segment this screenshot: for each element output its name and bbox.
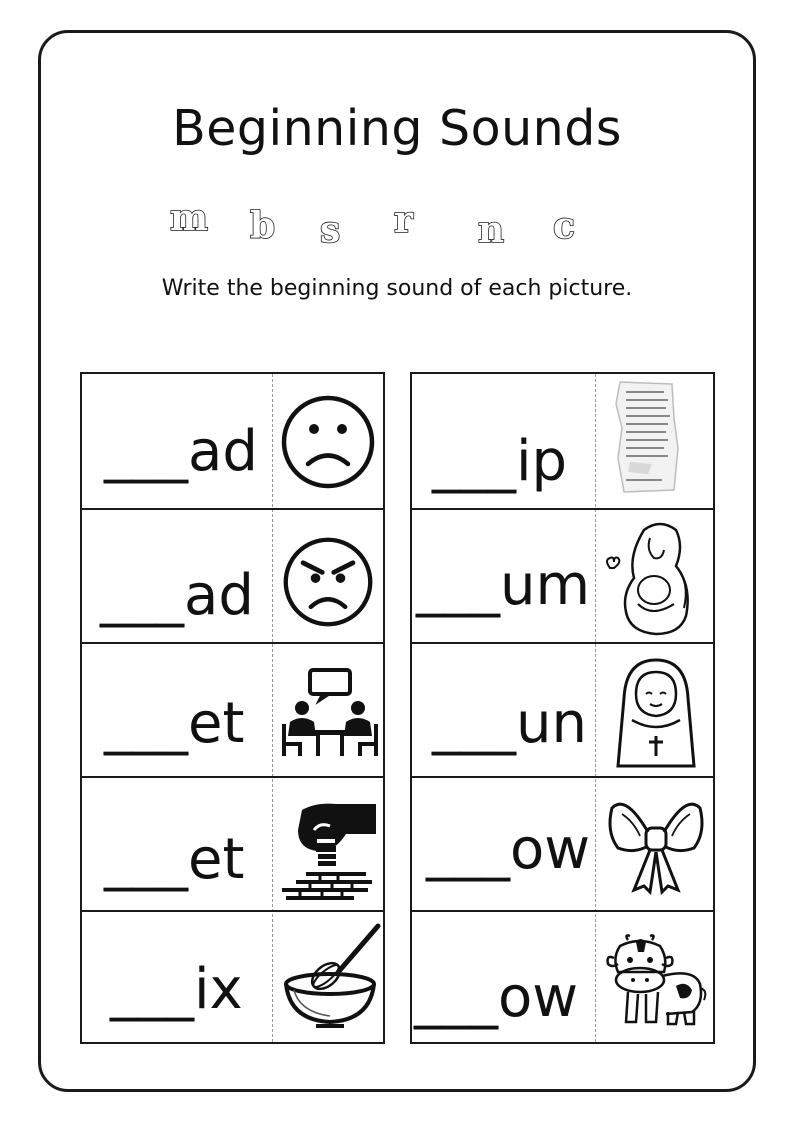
word-card: [82, 910, 383, 1044]
letter-m: m: [170, 197, 209, 239]
fill-in-word[interactable]: ___ip: [432, 429, 568, 494]
newspaper-snip-icon: [608, 378, 688, 502]
word-card: [82, 776, 383, 910]
page-title: Beginning Sounds: [172, 100, 622, 157]
right-word-panel: [410, 372, 715, 1044]
fill-in-word[interactable]: ___um: [416, 553, 591, 618]
fill-in-word[interactable]: ___ix: [110, 957, 243, 1022]
letter-r: r: [394, 199, 413, 241]
letter-s: s: [320, 209, 341, 251]
fill-in-word[interactable]: ___ow: [414, 965, 579, 1030]
word-card: [412, 776, 713, 910]
fill-in-word[interactable]: ___ad: [104, 419, 258, 484]
instruction-text: Write the beginning sound of each picture.: [161, 276, 633, 301]
sad-face-icon: [278, 392, 378, 496]
fill-in-word[interactable]: ___et: [104, 827, 245, 892]
word-card: [82, 642, 383, 776]
word-card: [412, 910, 713, 1044]
mother-baby-icon: [600, 516, 710, 644]
word-card: [412, 508, 713, 642]
word-card: [82, 374, 383, 508]
letter-bank: [0, 195, 794, 255]
mixing-bowl-icon: [280, 922, 382, 1036]
bricks-set-icon: [276, 800, 380, 908]
fill-in-word[interactable]: ___ad: [100, 563, 254, 628]
word-card: [412, 374, 713, 508]
left-word-panel: [80, 372, 385, 1044]
letter-c: c: [553, 205, 575, 247]
bow-icon: [606, 792, 706, 900]
letter-b: b: [250, 205, 276, 247]
word-card: [82, 508, 383, 642]
fill-in-word[interactable]: ___ow: [426, 817, 591, 882]
fill-in-word[interactable]: ___un: [432, 691, 587, 756]
nun-icon: [608, 654, 704, 774]
meeting-icon: [278, 664, 382, 768]
letter-n: n: [478, 209, 505, 251]
cow-icon: [606, 932, 708, 1036]
word-card: [412, 642, 713, 776]
fill-in-word[interactable]: ___et: [104, 691, 245, 756]
mad-face-icon: [280, 534, 376, 634]
